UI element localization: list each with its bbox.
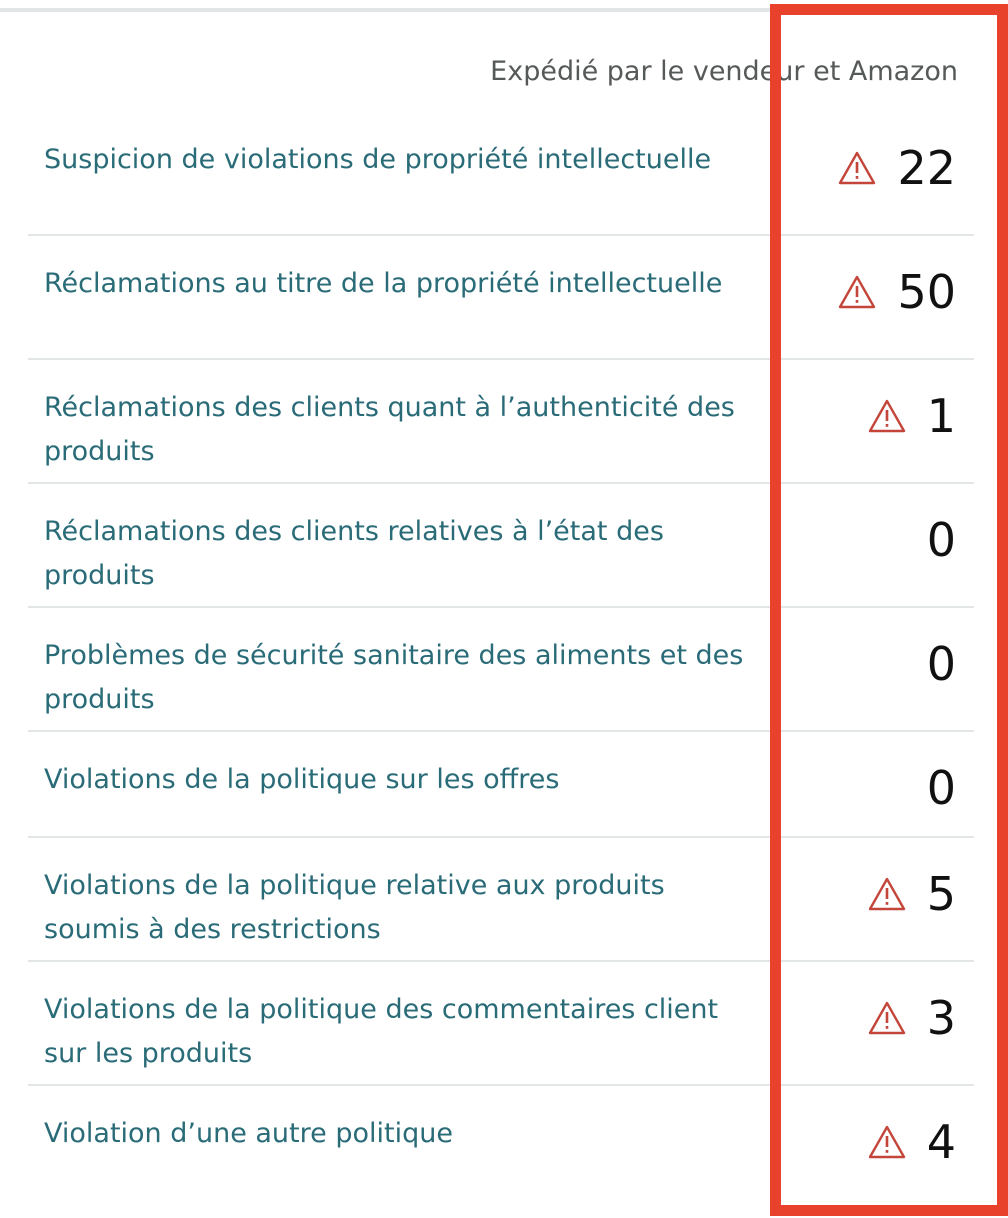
warning-triangle-icon [867, 398, 907, 434]
metric-value-group [837, 264, 956, 320]
metric-value: 5 [926, 867, 956, 921]
metric-link-suspected-ip-violations[interactable]: Suspicion de violations de propriété intellectuelle [44, 144, 712, 175]
metric-value: 22 [897, 141, 956, 195]
policy-metrics-list [28, 112, 974, 1196]
warning-triangle-icon [867, 1000, 907, 1036]
metric-value-group [927, 512, 956, 568]
metric-value: 0 [926, 513, 956, 567]
metric-value: 0 [926, 761, 956, 815]
metric-value: 50 [897, 265, 956, 319]
metric-row-review-policy[interactable] [28, 962, 974, 1086]
warning-triangle-icon [837, 274, 877, 310]
metric-value: 0 [926, 637, 956, 691]
metric-value: 3 [926, 991, 956, 1045]
metric-row-listing-policy[interactable] [28, 732, 974, 838]
warning-triangle-icon [867, 1124, 907, 1160]
metric-value: 1 [926, 389, 956, 443]
metric-link-other-policy[interactable]: Violation d’une autre politique [44, 1118, 453, 1149]
metric-row-condition-complaints[interactable] [28, 484, 974, 608]
metric-value-group [867, 866, 956, 922]
metric-link-food-safety[interactable]: Problèmes de sécurité sanitaire des aliments et des produits [44, 640, 744, 715]
metric-link-restricted-products[interactable]: Violations de la politique relative aux produits soumis à des restrictions [44, 870, 665, 945]
metric-row-authenticity-complaints[interactable] [28, 360, 974, 484]
metric-row-ip-complaints[interactable] [28, 236, 974, 360]
metric-value-group [927, 636, 956, 692]
warning-triangle-icon [837, 150, 877, 186]
metric-link-review-policy[interactable]: Violations de la politique des commentaires client sur les produits [44, 994, 719, 1069]
metric-link-authenticity-complaints[interactable]: Réclamations des clients quant à l’authenticité des produits [44, 392, 735, 467]
metric-value-group [837, 140, 956, 196]
top-divider [0, 8, 1008, 12]
warning-triangle-icon [867, 876, 907, 912]
metric-value-group [927, 760, 956, 816]
metric-row-other-policy[interactable] [28, 1086, 974, 1196]
metric-value-group [867, 990, 956, 1046]
metric-row-restricted-products[interactable] [28, 838, 974, 962]
metric-row-suspected-ip-violations[interactable] [28, 112, 974, 236]
metric-value-group [867, 1114, 956, 1170]
metric-link-ip-complaints[interactable]: Réclamations au titre de la propriété intellectuelle [44, 268, 723, 299]
column-header-fulfillment: Expédié par le vendeur et Amazon [490, 56, 958, 87]
metric-link-listing-policy[interactable]: Violations de la politique sur les offres [44, 764, 560, 795]
metric-value: 4 [926, 1115, 956, 1169]
metric-row-food-safety[interactable] [28, 608, 974, 732]
metric-link-condition-complaints[interactable]: Réclamations des clients relatives à l’état des produits [44, 516, 664, 591]
metric-value-group [867, 388, 956, 444]
